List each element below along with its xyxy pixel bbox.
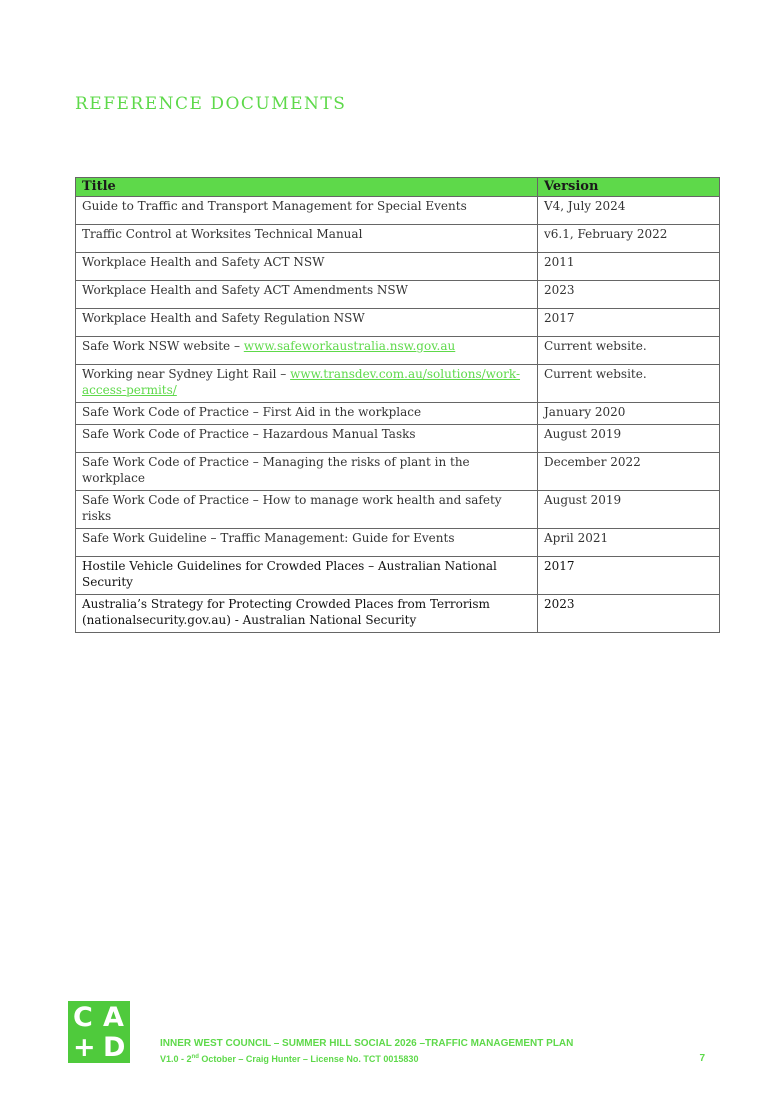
transdev-link[interactable]: www.transdev.com.au/solutions/work-access-permits/ xyxy=(82,367,521,397)
row-title xyxy=(76,337,538,365)
table-row xyxy=(76,253,720,281)
logo-letter: A xyxy=(103,1002,124,1033)
header-title: Title xyxy=(76,178,538,197)
row-version: Current website. xyxy=(538,365,720,403)
row-version: V4, July 2024 xyxy=(538,197,720,225)
row-version: December 2022 xyxy=(538,453,720,491)
table-row xyxy=(76,557,720,595)
logo-letter: + xyxy=(73,1032,96,1063)
row-title: Guide to Traffic and Transport Management for Special Events xyxy=(76,197,538,225)
row-title xyxy=(76,365,538,403)
row-title: Workplace Health and Safety ACT Amendments NSW xyxy=(76,281,538,309)
logo-letter: C xyxy=(73,1002,93,1033)
row-version: January 2020 xyxy=(538,403,720,425)
row-version: August 2019 xyxy=(538,491,720,529)
footer-title: INNER WEST COUNCIL – SUMMER HILL SOCIAL 2026 –TRAFFIC MANAGEMENT PLAN xyxy=(160,1038,574,1049)
row-title: Workplace Health and Safety Regulation NSW xyxy=(76,309,538,337)
row-version: 2023 xyxy=(538,281,720,309)
table-header-row xyxy=(76,178,720,197)
row-version: August 2019 xyxy=(538,425,720,453)
table-row xyxy=(76,595,720,633)
row-title: Safe Work Code of Practice – How to manage work health and safety risks xyxy=(76,491,538,529)
table-row xyxy=(76,337,720,365)
row-version: 2023 xyxy=(538,595,720,633)
row-title: Safe Work Code of Practice – Managing the risks of plant in the workplace xyxy=(76,453,538,491)
row-title: Safe Work Code of Practice – Hazardous Manual Tasks xyxy=(76,425,538,453)
row-title: Traffic Control at Worksites Technical Manual xyxy=(76,225,538,253)
row-version: Current website. xyxy=(538,337,720,365)
row-title: Safe Work Guideline – Traffic Management: Guide for Events xyxy=(76,529,538,557)
row-version: April 2021 xyxy=(538,529,720,557)
reference-documents-table xyxy=(75,177,720,633)
logo-letter: D xyxy=(103,1032,126,1063)
table-row xyxy=(76,365,720,403)
row-title: Safe Work Code of Practice – First Aid in the workplace xyxy=(76,403,538,425)
footer-version-line: V1.0 - 2nd October – Craig Hunter – License No. TCT 0015830 xyxy=(160,1054,419,1064)
row-title: Hostile Vehicle Guidelines for Crowded Places – Australian National Security xyxy=(76,557,538,595)
section-heading: REFERENCE DOCUMENTS xyxy=(75,94,347,114)
table-row xyxy=(76,197,720,225)
table-row xyxy=(76,225,720,253)
row-version: v6.1, February 2022 xyxy=(538,225,720,253)
row-title-text: Working near Sydney Light Rail – xyxy=(82,367,291,381)
row-title: Australia’s Strategy for Protecting Crowded Places from Terrorism (nationalsecurity.gov.au) - Australian National Security xyxy=(76,595,538,633)
row-version: 2017 xyxy=(538,557,720,595)
table-row xyxy=(76,309,720,337)
table-row xyxy=(76,425,720,453)
page-number: 7 xyxy=(699,1053,705,1064)
safework-link[interactable]: www.safeworkaustralia.nsw.gov.au xyxy=(243,339,456,353)
company-logo xyxy=(68,1001,130,1063)
row-title: Workplace Health and Safety ACT NSW xyxy=(76,253,538,281)
page-footer xyxy=(160,1038,705,1064)
table-row xyxy=(76,403,720,425)
table-row xyxy=(76,453,720,491)
row-version: 2017 xyxy=(538,309,720,337)
row-version: 2011 xyxy=(538,253,720,281)
row-title-text: Safe Work NSW website – xyxy=(82,339,244,353)
table-row xyxy=(76,281,720,309)
table-row xyxy=(76,491,720,529)
header-version: Version xyxy=(538,178,720,197)
table-row xyxy=(76,529,720,557)
